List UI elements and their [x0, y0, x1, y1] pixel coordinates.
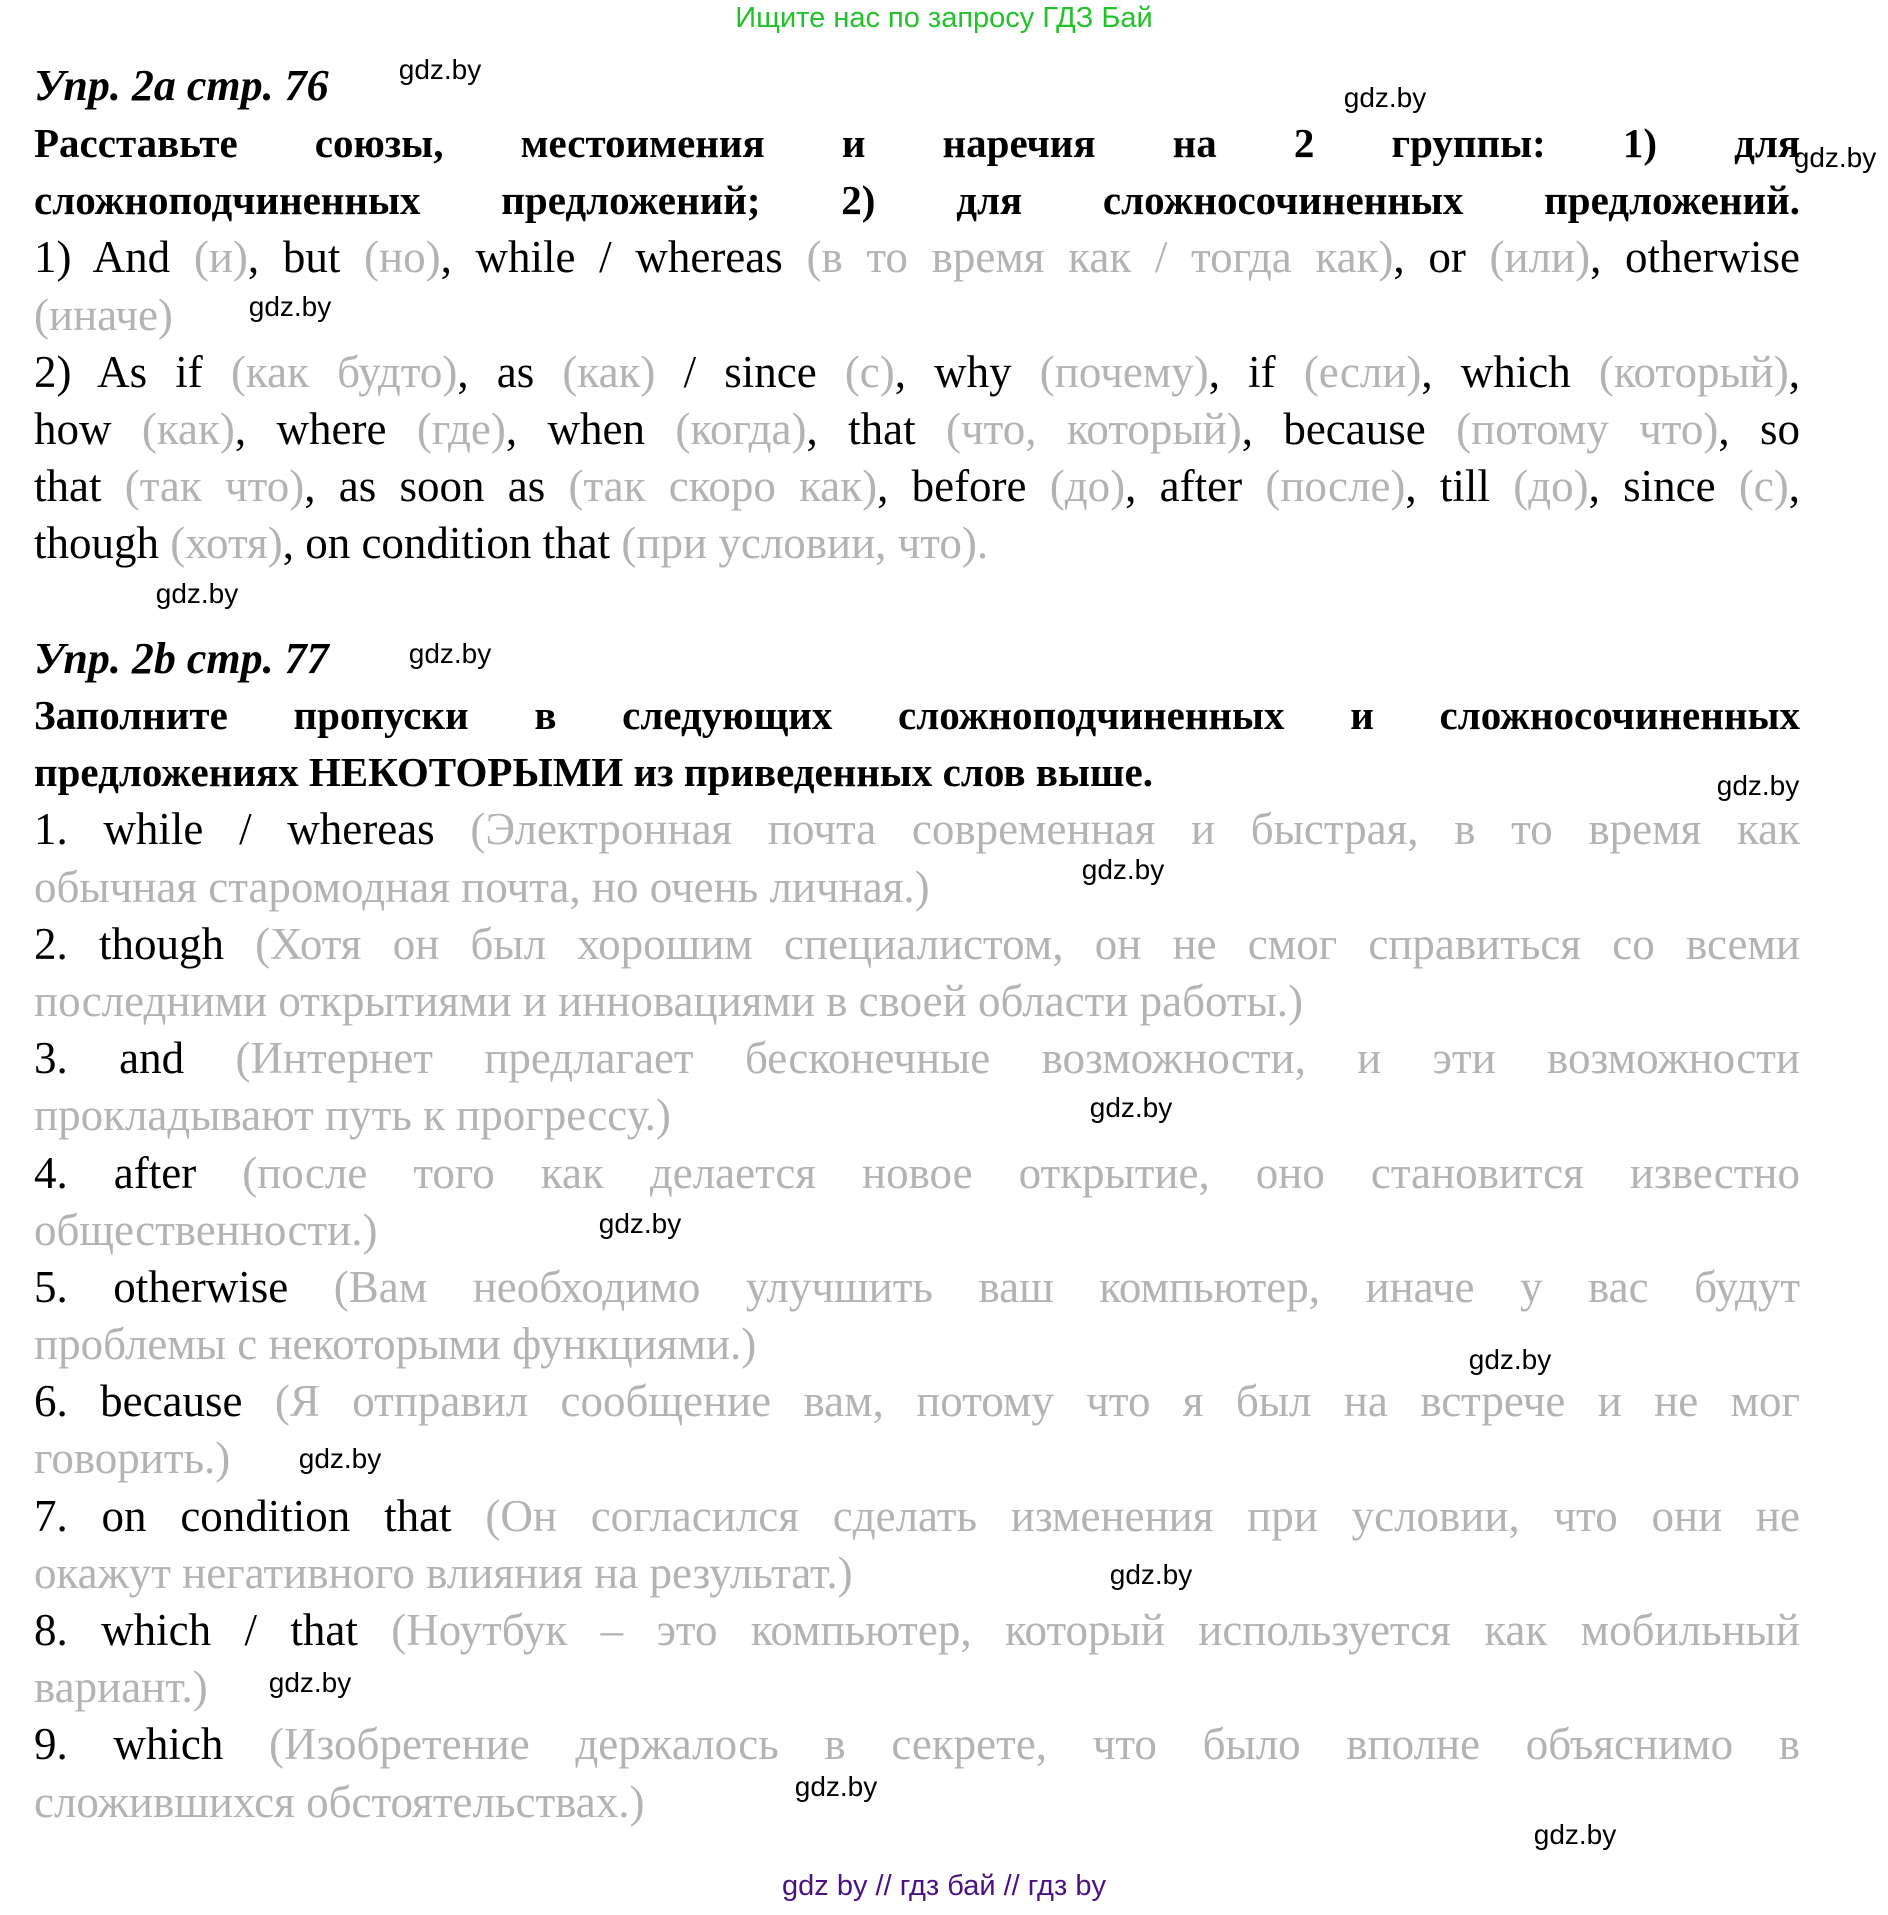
watermark: gdz.by [398, 54, 482, 85]
answer-text: , why [894, 346, 1040, 397]
watermark: gdz.by [408, 638, 492, 669]
translation-text: (с) [1738, 461, 1789, 512]
answer-text: , because [1241, 403, 1457, 454]
answer-line [34, 229, 1800, 286]
answer-text: 6. because [34, 1376, 275, 1427]
answer-line [34, 1145, 1800, 1202]
answer-text: , till [1405, 461, 1514, 512]
translation-text: (Я отправил сообщение вам, потому что я был на встрече и не мог [274, 1376, 1800, 1427]
answer-text: 5. otherwise [34, 1261, 334, 1312]
answer-text: , otherwise [1590, 232, 1800, 283]
translation-text: (когда) [675, 403, 807, 454]
search-banner: Ищите нас по запросу ГДЗ Бай [735, 2, 1153, 34]
translation-text: (после) [1265, 461, 1406, 512]
answer-line [34, 1488, 1800, 1545]
answer-text: , as soon as [304, 461, 569, 512]
answer-text: / since [655, 346, 845, 397]
watermark: gdz.by [1089, 1092, 1173, 1123]
answer-line [34, 401, 1800, 458]
answer-text: , [1788, 461, 1801, 512]
answer-text: 9. which [34, 1719, 270, 1770]
translation-text: (как будто) [230, 346, 458, 397]
translation-text: вариант.) [34, 1662, 208, 1713]
answer-text: предложениях НЕКОТОРЫМИ из приведенных слов выше. [34, 749, 1153, 796]
answer-text: , while / whereas [440, 232, 807, 283]
answer-text: 8. which / that [34, 1605, 392, 1655]
answer-line [34, 801, 1800, 858]
translation-text: (после того как делается новое открытие, оно становится известно [242, 1147, 1801, 1198]
translation-text: (или) [1489, 232, 1591, 283]
answer-line [34, 515, 1800, 572]
answer-line [34, 344, 1800, 401]
translation-text: (и) [193, 232, 248, 283]
answer-line [34, 1030, 1800, 1087]
answer-text: though [34, 518, 171, 569]
translation-text: (хотя) [170, 518, 283, 569]
answer-line [34, 1545, 1800, 1602]
answer-text: , where [234, 403, 417, 454]
instruction-line [34, 687, 1800, 744]
answer-line [34, 916, 1800, 973]
instruction-line [34, 115, 1800, 172]
answer-text: 1) And [34, 232, 194, 283]
exercise-2b-body [34, 687, 1800, 1831]
answer-line [34, 1202, 1800, 1259]
answer-text: Расставьте союзы, местоимения и наречия на 2 группы: 1) для [34, 120, 1800, 166]
answer-text: , or [1393, 232, 1490, 283]
translation-text: (но) [364, 232, 441, 283]
translation-text: говорить.) [34, 1433, 231, 1484]
translation-text: сложившихся обстоятельствах.) [34, 1776, 645, 1827]
translation-text: (Он согласился сделать изменения при условии, что они не [485, 1490, 1800, 1541]
watermark: gdz.by [1468, 1344, 1552, 1375]
answer-text: , since [1588, 461, 1739, 512]
answer-line [34, 1373, 1800, 1430]
answer-text: , [1788, 346, 1800, 397]
translation-text: (что, который) [946, 403, 1242, 454]
watermark: gdz.by [1343, 82, 1427, 113]
translation-text: (Изобретение держалось в секрете, что было вполне объяснимо в [269, 1719, 1800, 1770]
answer-text: , when [505, 403, 676, 454]
watermark: gdz.by [248, 291, 332, 322]
translation-text: (Электронная почта современная и быстрая, в то время как [470, 804, 1800, 855]
answer-text: , that [806, 403, 947, 454]
answer-text: 1. while / whereas [34, 804, 471, 855]
translation-text: (потому что) [1456, 403, 1719, 454]
answer-text: 2) As if [34, 346, 231, 397]
translation-text: (Интернет предлагает бесконечные возможности, и эти возможности [235, 1033, 1800, 1084]
translation-text: (в то время как / тогда как) [806, 232, 1394, 283]
answer-text: 4. after [34, 1147, 243, 1198]
translation-text: последними открытиями и инновациями в своей области работы.) [34, 975, 1304, 1026]
watermark: gdz.by [1533, 1819, 1617, 1850]
translation-text: (Вам необходимо улучшить ваш компьютер, иначе у вас будут [333, 1261, 1800, 1312]
answer-text: , as [457, 346, 563, 397]
watermark: gdz.by [155, 578, 239, 609]
watermark: gdz.by [598, 1208, 682, 1239]
answer-text: 3. and [34, 1033, 236, 1084]
answer-text: 7. on condition that [34, 1490, 486, 1541]
watermark: gdz.by [1109, 1559, 1193, 1590]
translation-text: (Ноутбук – это компьютер, который используется как мобильный [391, 1605, 1800, 1655]
watermark: gdz.by [1793, 142, 1877, 173]
translation-text: окажут негативного влияния на результат.) [34, 1547, 853, 1598]
translation-text: (Хотя он был хорошим специалистом, он не смог справиться со всеми [255, 918, 1800, 969]
answer-text: , after [1125, 461, 1266, 512]
translation-text: обычная старомодная почта, но очень личная.) [34, 861, 930, 912]
watermark: gdz.by [268, 1667, 352, 1698]
translation-text: (с) [844, 346, 895, 397]
translation-text: общественности.) [34, 1204, 378, 1255]
answer-text: , but [247, 232, 365, 283]
exercise-2a-title: Упр. 2a стр. 76 [34, 61, 329, 110]
translation-text: (почему) [1039, 346, 1209, 397]
answer-text: 2. though [34, 918, 256, 969]
translation-text: (до) [1513, 461, 1589, 512]
translation-text: (так что) [124, 461, 305, 512]
translation-text: (если) [1303, 346, 1422, 397]
watermark: gdz.by [298, 1443, 382, 1474]
answer-line [34, 1716, 1800, 1773]
translation-text: (до) [1049, 461, 1126, 512]
instruction-line [34, 172, 1800, 229]
exercise-2a-body [34, 115, 1800, 573]
watermark: gdz.by [794, 1771, 878, 1802]
answer-text: , so [1718, 403, 1801, 454]
answer-text: , if [1208, 346, 1304, 397]
answer-text: , on condition that [282, 518, 622, 569]
answer-line [34, 1259, 1800, 1316]
translation-text: прокладывают путь к прогрессу.) [34, 1090, 671, 1141]
instruction-line [34, 744, 1800, 801]
translation-text: (иначе) [34, 289, 173, 340]
translation-text: (где) [416, 403, 506, 454]
translation-text: (так скоро как) [568, 461, 878, 512]
answer-text: how [34, 403, 142, 454]
translation-text: (который) [1598, 346, 1789, 397]
translation-text: (как) [141, 403, 235, 454]
answer-line [34, 973, 1800, 1030]
answer-text: , which [1421, 346, 1599, 397]
answer-line [34, 859, 1800, 916]
footer-links: gdz by // гдз бай // гдз by [782, 1870, 1106, 1902]
watermark: gdz.by [1081, 854, 1165, 885]
answer-text: that [34, 461, 125, 512]
exercise-2b-title: Упр. 2b стр. 77 [34, 634, 329, 683]
answer-line [34, 1602, 1800, 1659]
answer-text: сложноподчиненных предложений; 2) для сложносочиненных предложений. [34, 177, 1800, 224]
answer-line [34, 458, 1800, 515]
translation-text: (при условии, что). [621, 518, 989, 569]
translation-text: проблемы с некоторыми функциями.) [34, 1319, 757, 1370]
watermark: gdz.by [1716, 770, 1800, 801]
answer-text: , before [877, 461, 1050, 512]
translation-text: (как) [562, 346, 656, 397]
answer-text: Заполните пропуски в следующих сложноподчиненных и сложносочиненных [34, 692, 1800, 738]
answer-line [34, 1087, 1800, 1144]
